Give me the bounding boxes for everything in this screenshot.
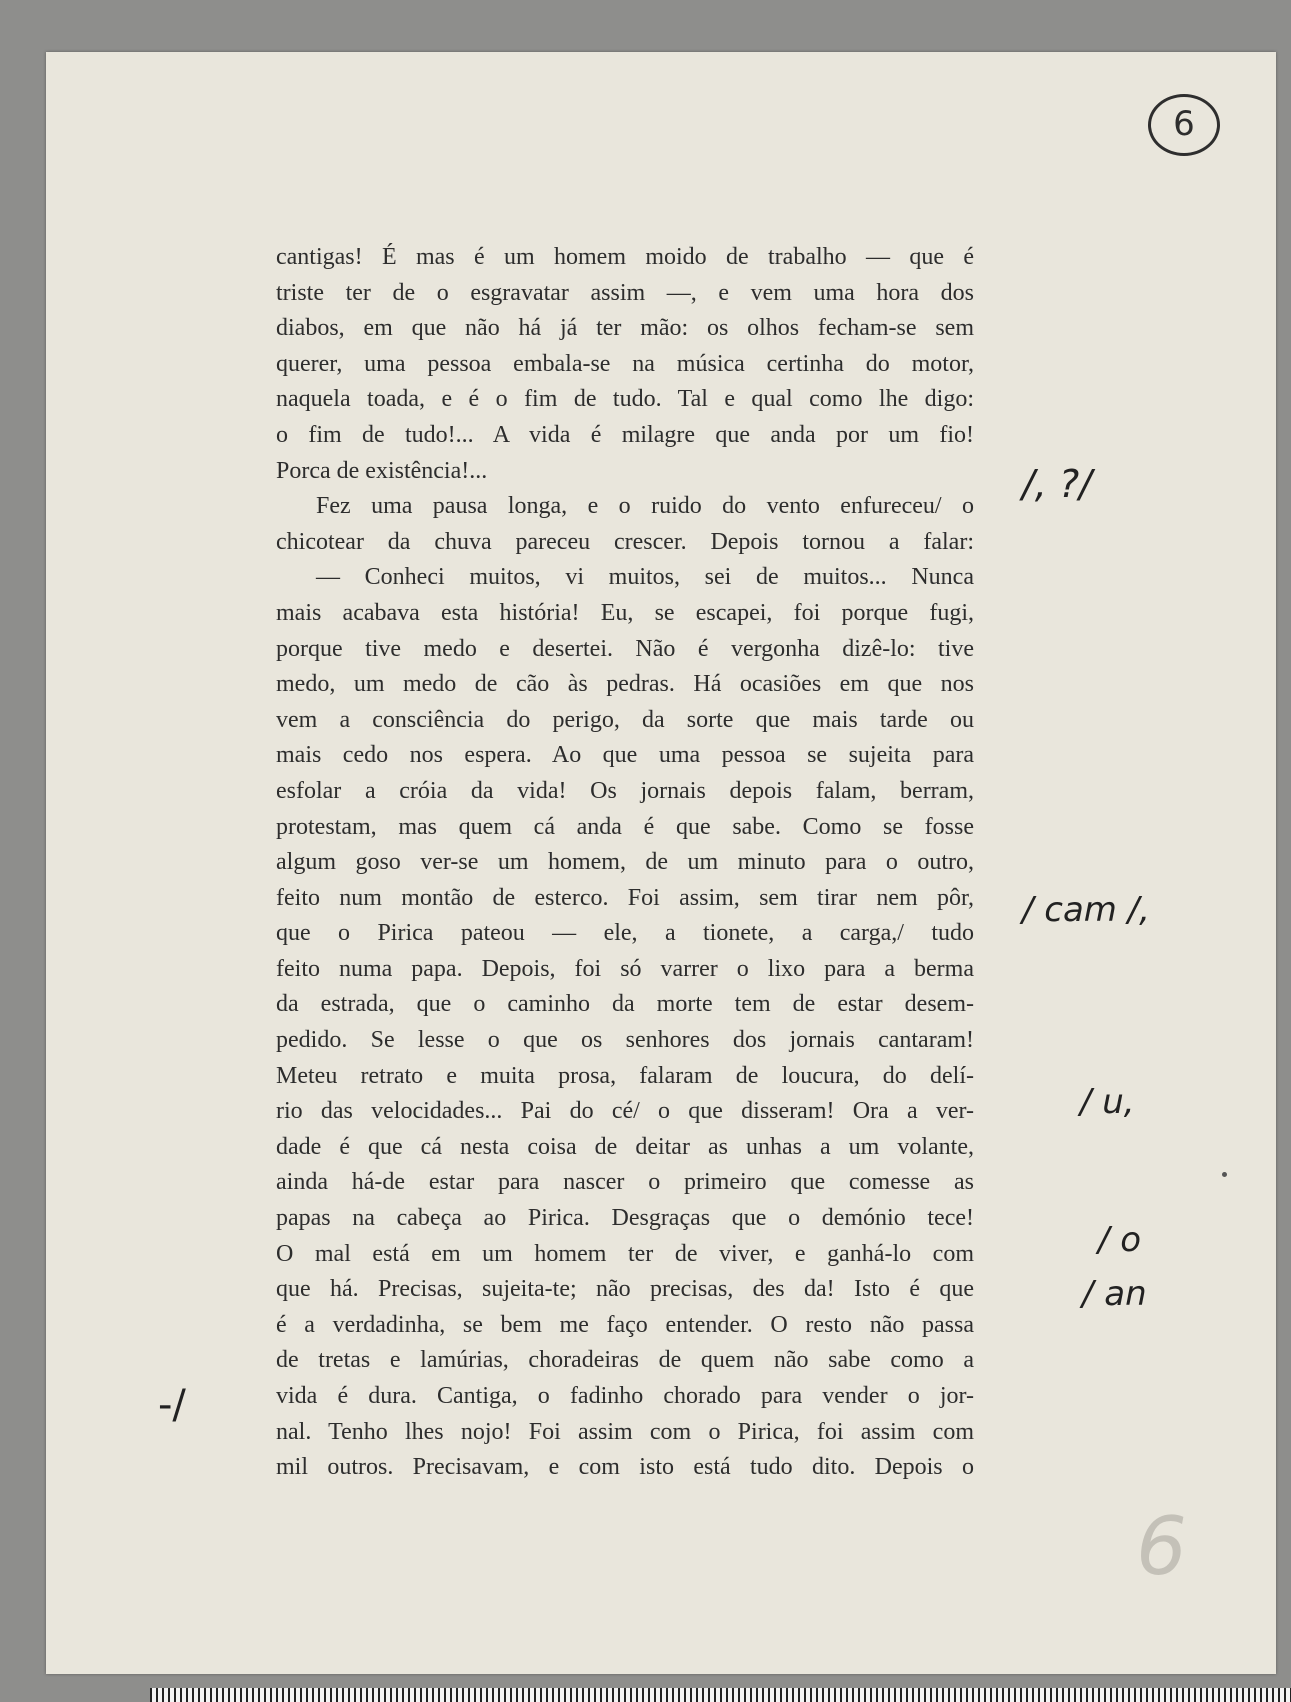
- text-line: que há. Precisas, sujeita-te; não precisas, des da! Isto é que: [276, 1276, 974, 1303]
- typed-body-text: [276, 240, 974, 1486]
- text-line: feito numa papa. Depois, foi só varrer o lixo para a berma: [276, 955, 974, 982]
- text-line: Fez uma pausa longa, e o ruido do vento enfureceu/ o: [316, 493, 974, 520]
- text-line: nal. Tenho lhes nojo! Foi assim com o Pirica, foi assim com: [276, 1418, 974, 1445]
- text-line: querer, uma pessoa embala-se na música certinha do motor,: [276, 350, 974, 377]
- text-line: naquela toada, e é o fim de tudo. Tal e qual como lhe digo:: [276, 386, 974, 413]
- text-line: vem a consciência do perigo, da sorte que mais tarde ou: [276, 706, 974, 733]
- text-line: feito num montão de esterco. Foi assim, sem tirar nem pôr,: [276, 884, 974, 911]
- text-line: protestam, mas quem cá anda é que sabe. Como se fosse: [276, 813, 974, 840]
- margin-correction-note: / cam /,: [1022, 890, 1150, 930]
- text-line: papas na cabeça ao Pirica. Desgraças que o demónio tece!: [276, 1205, 974, 1232]
- text-line: O mal está em um homem ter de viver, e ganhá-lo com: [276, 1240, 974, 1267]
- margin-correction-note: / o: [1098, 1220, 1142, 1260]
- circled-page-number: 6: [1148, 94, 1220, 156]
- text-line: rio das velocidades... Pai do cé/ o que disseram! Ora a ver-: [276, 1098, 974, 1125]
- ink-dot: [1222, 1172, 1227, 1177]
- text-line: chicotear da chuva pareceu crescer. Depois tornou a falar:: [276, 528, 974, 555]
- text-line: triste ter de o esgravatar assim —, e vem uma hora dos: [276, 279, 974, 306]
- text-line: é a verdadinha, se bem me faço entender. O resto não passa: [276, 1311, 974, 1338]
- text-line: Porca de existência!...: [276, 457, 488, 484]
- text-line: da estrada, que o caminho da morte tem de estar desem-: [276, 991, 974, 1018]
- scan-ruler-strip: [150, 1688, 1291, 1702]
- pencil-page-number: 6: [1136, 1500, 1187, 1593]
- text-line: mil outros. Precisavam, e com isto está tudo dito. Depois o: [276, 1454, 974, 1481]
- text-line: o fim de tudo!... A vida é milagre que anda por um fio!: [276, 421, 974, 448]
- text-line: de tretas e lamúrias, choradeiras de quem não sabe como a: [276, 1347, 974, 1374]
- margin-correction-note: / an: [1082, 1274, 1147, 1314]
- text-line: medo, um medo de cão às pedras. Há ocasiões em que nos: [276, 671, 974, 698]
- text-line: cantigas! É mas é um homem moido de trabalho — que é: [276, 244, 974, 270]
- text-line: esfolar a cróia da vida! Os jornais depois falam, berram,: [276, 777, 974, 804]
- text-line: porque tive medo e desertei. Não é vergonha dizê-lo: tive: [276, 635, 974, 662]
- text-line: diabos, em que não há já ter mão: os olhos fecham-se sem: [276, 315, 974, 342]
- margin-correction-note: -/: [158, 1382, 186, 1428]
- text-line: algum goso ver-se um homem, de um minuto para o outro,: [276, 849, 974, 876]
- text-line: mais cedo nos espera. Ao que uma pessoa se sujeita para: [276, 742, 974, 769]
- text-line: pedido. Se lesse o que os senhores dos jornais cantaram!: [276, 1027, 974, 1054]
- text-line: mais acabava esta história! Eu, se escapei, foi porque fugi,: [276, 599, 974, 626]
- text-line: vida é dura. Cantiga, o fadinho chorado para vender o jor-: [276, 1383, 974, 1409]
- margin-correction-note: / u,: [1080, 1082, 1135, 1122]
- text-line: que o Pirica pateou — ele, a tionete, a carga,/ tudo: [276, 920, 974, 947]
- text-line: dade é que cá nesta coisa de deitar as unhas a um volante,: [276, 1133, 974, 1160]
- text-line: — Conheci muitos, vi muitos, sei de muitos... Nunca: [316, 564, 974, 591]
- margin-correction-note: /, ?/: [1022, 462, 1092, 506]
- text-line: Meteu retrato e muita prosa, falaram de loucura, do delí-: [276, 1062, 974, 1089]
- text-line: ainda há-de estar para nascer o primeiro que comesse as: [276, 1169, 974, 1196]
